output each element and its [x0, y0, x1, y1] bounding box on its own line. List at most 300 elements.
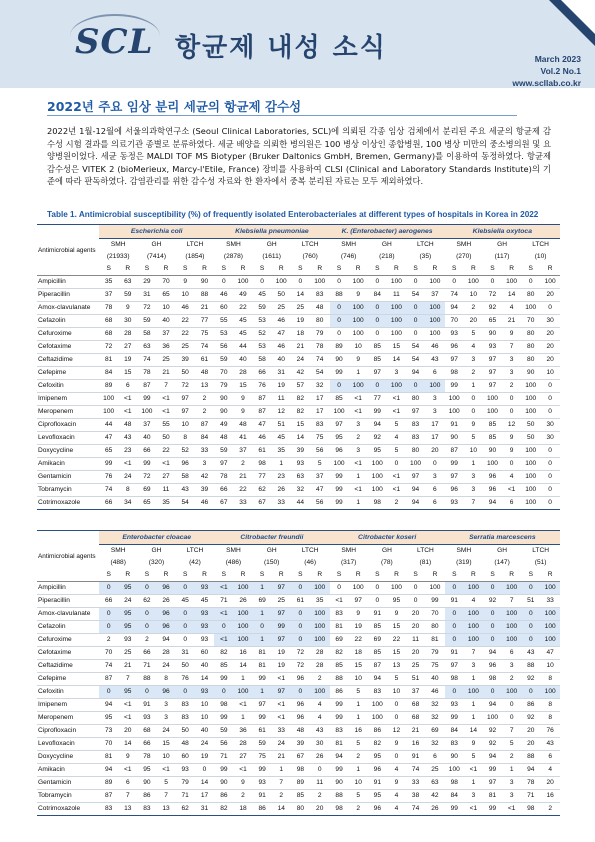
r-header: R: [195, 263, 215, 276]
table-cell: 74: [406, 764, 425, 777]
table-cell: 100: [483, 406, 502, 419]
table-cell: 17: [310, 393, 330, 406]
table-cell: 5: [387, 419, 406, 432]
table-cell: 100: [387, 276, 406, 289]
table-cell: 14: [272, 803, 291, 816]
table-cell: 83: [445, 738, 464, 751]
table-cell: 92: [483, 595, 502, 608]
table-row: [37, 595, 560, 608]
table-cell: 1: [464, 380, 483, 393]
table-cell: 9: [233, 406, 252, 419]
table-cell: 99: [330, 712, 349, 725]
table-cell: 26: [425, 803, 445, 816]
r-header: R: [349, 569, 368, 582]
table-cell: 99: [368, 406, 387, 419]
table-cell: 0: [483, 621, 502, 634]
website-link[interactable]: www.scllab.co.kr: [512, 78, 581, 88]
table-cell: 28: [310, 660, 330, 673]
table-cell: 39: [195, 484, 215, 497]
agent-name: Piperacillin: [37, 289, 99, 302]
table-cell: 86: [137, 790, 156, 803]
table-cell: 0: [214, 276, 233, 289]
table-cell: 4: [464, 595, 483, 608]
table-row: [37, 686, 560, 699]
table-cell: 77: [253, 471, 272, 484]
table-cell: 7: [502, 595, 521, 608]
table-cell: 10: [176, 289, 195, 302]
table-cell: 54: [406, 354, 425, 367]
table-cell: 46: [253, 432, 272, 445]
table-cell: 87: [445, 445, 464, 458]
table-cell: 52: [253, 328, 272, 341]
table-cell: <1: [464, 803, 483, 816]
table-cell: 15: [233, 380, 252, 393]
table-cell: 59: [137, 315, 156, 328]
table-cell: <1: [272, 673, 291, 686]
table-cell: 91: [137, 699, 156, 712]
table-row: [37, 582, 560, 595]
table-cell: 84: [195, 432, 215, 445]
table-cell: 0: [176, 634, 195, 647]
table-cell: 26: [233, 595, 252, 608]
table-cell: 81: [483, 790, 502, 803]
table-cell: 53: [214, 328, 233, 341]
s-header: S: [406, 263, 425, 276]
table-cell: 96: [156, 608, 175, 621]
table-cell: 85: [368, 621, 387, 634]
table-cell: 7: [502, 341, 521, 354]
table-cell: 19: [118, 354, 137, 367]
table-cell: 0: [176, 621, 195, 634]
table-cell: 1: [233, 673, 252, 686]
table-cell: 0: [330, 276, 349, 289]
table-cell: 99: [272, 621, 291, 634]
table-cell: 70: [521, 315, 540, 328]
table-row: [37, 419, 560, 432]
table-cell: 95: [118, 621, 137, 634]
table-cell: 80: [406, 445, 425, 458]
table-cell: 39: [176, 354, 195, 367]
table-cell: <1: [156, 458, 175, 471]
s-header: S: [137, 569, 156, 582]
agent-name: Meropenem: [37, 712, 99, 725]
intro-paragraph: 2022년 1월-12월에 서울의과학연구소 (Seoul Clinical Laboratories, SCL)에 의뢰된 각종 임상 검체에서 분리된 주요 세균의 항균제 감수성 시험 결과를 의료기관 종별로 분류하였다. 세균 배양을 의뢰한 병의원은 100 병상 이상인 종합병원, 100 병상 미만의 중소병의원 및 요양병원이었다. 세균 동정은 MALDI TOF MS Biotyper (Bruker Daltonics GmbH, Bremen, Germany)를 이용하여 동정하였다. 항균제 감수성은 VITEK 2 (bioMerieux, Marcy-l'Etile, France) 장비를 사용하여 CLSI (Clinical and Laboratory Standards Institute)의 기준에 따라 판독하였다. 감염관리를 위한 감수성 자료와 한 환자에서 중복 분리된 자료는 모두 제외하였다.: [47, 126, 551, 186]
table-cell: 40: [195, 660, 215, 673]
table-cell: 90: [195, 276, 215, 289]
isolate-count-row: [37, 557, 560, 569]
table-cell: 0: [99, 582, 118, 595]
r-header: R: [272, 569, 291, 582]
table-cell: 97: [272, 582, 291, 595]
table-cell: 87: [99, 790, 118, 803]
susceptibility-table-2: [37, 530, 560, 816]
table-cell: 46: [176, 302, 195, 315]
table-cell: 2: [310, 790, 330, 803]
table-row: [37, 621, 560, 634]
table-cell: 54: [406, 289, 425, 302]
table-cell: 0: [368, 328, 387, 341]
table-cell: 65: [99, 445, 118, 458]
isolate-count: (46): [304, 559, 317, 566]
table-cell: 80: [521, 328, 540, 341]
organism-header-row: [37, 225, 560, 239]
table-cell: 78: [310, 341, 330, 354]
table-cell: 88: [195, 289, 215, 302]
table-cell: 20: [406, 608, 425, 621]
hospital-type: SMH: [110, 547, 126, 554]
table-cell: 69: [330, 634, 349, 647]
table-cell: 100: [502, 276, 521, 289]
table-cell: 97: [176, 393, 195, 406]
table-cell: 7: [272, 777, 291, 790]
table-cell: 86: [253, 803, 272, 816]
table-cell: 1: [253, 582, 272, 595]
table-cell: 100: [330, 406, 349, 419]
table-cell: 7: [464, 497, 483, 510]
table-cell: 21: [406, 725, 425, 738]
table-cell: 4: [502, 471, 521, 484]
table-cell: <1: [118, 406, 137, 419]
r-header: R: [310, 263, 330, 276]
table-cell: 0: [291, 276, 310, 289]
table-cell: 70: [214, 367, 233, 380]
s-header: S: [368, 263, 387, 276]
table-cell: 88: [137, 673, 156, 686]
table-cell: 33: [272, 725, 291, 738]
table-cell: 6: [118, 380, 137, 393]
table-cell: 97: [483, 777, 502, 790]
table-cell: 100: [310, 621, 330, 634]
isolate-count: (51): [534, 559, 547, 566]
table-cell: 98: [521, 803, 540, 816]
table-cell: 98: [368, 497, 387, 510]
table-cell: 0: [445, 276, 464, 289]
table-cell: 100: [521, 471, 540, 484]
table-cell: 95: [368, 751, 387, 764]
isolate-count: (21933): [106, 253, 130, 260]
table-cell: 53: [253, 341, 272, 354]
table-cell: 25: [291, 302, 310, 315]
table-cell: 100: [99, 406, 118, 419]
isolate-count: (150): [263, 559, 280, 566]
table-cell: 0: [387, 751, 406, 764]
table-cell: 80: [521, 289, 540, 302]
table-cell: 55: [214, 315, 233, 328]
table-cell: 98: [483, 673, 502, 686]
r-header: R: [118, 263, 137, 276]
table-cell: 20: [406, 647, 425, 660]
table-cell: 25: [406, 660, 425, 673]
table-cell: 68: [99, 328, 118, 341]
table-cell: 66: [99, 595, 118, 608]
table-cell: 67: [291, 751, 310, 764]
issue-date: March 2023: [534, 54, 581, 64]
table-cell: 100: [368, 699, 387, 712]
table-cell: 85: [330, 393, 349, 406]
table-cell: 100: [464, 276, 483, 289]
table-cell: 86: [214, 790, 233, 803]
table-cell: 100: [310, 608, 330, 621]
table-cell: 1: [233, 712, 252, 725]
table-cell: 1: [464, 777, 483, 790]
r-header: R: [502, 263, 521, 276]
table-cell: 56: [310, 445, 330, 458]
table-cell: 74: [99, 484, 118, 497]
table-cell: 21: [118, 660, 137, 673]
table-cell: 91: [445, 419, 464, 432]
table-cell: 8: [540, 673, 560, 686]
table-cell: 28: [118, 328, 137, 341]
agent-name: Cefazolin: [37, 315, 99, 328]
table-cell: 27: [233, 751, 252, 764]
table-cell: 0: [176, 582, 195, 595]
table-cell: 0: [330, 582, 349, 595]
table-cell: 83: [330, 608, 349, 621]
table-cell: 3: [349, 445, 368, 458]
table-cell: 2: [195, 406, 215, 419]
table-cell: 100: [464, 686, 483, 699]
table-cell: 93: [445, 699, 464, 712]
table-cell: 0: [99, 686, 118, 699]
s-header: S: [483, 263, 502, 276]
table-cell: 0: [540, 302, 560, 315]
agent-name: Doxycycline: [37, 445, 99, 458]
table-cell: 1: [349, 712, 368, 725]
table-cell: 11: [272, 393, 291, 406]
table-cell: 9: [349, 354, 368, 367]
table-cell: 46: [272, 341, 291, 354]
table-cell: 0: [540, 380, 560, 393]
table-cell: 35: [272, 445, 291, 458]
table-cell: <1: [118, 764, 137, 777]
table-cell: 0: [137, 582, 156, 595]
table-cell: 4: [387, 764, 406, 777]
agent-name: Amikacin: [37, 764, 99, 777]
table-cell: 94: [521, 764, 540, 777]
isolate-count: (746): [340, 253, 357, 260]
table-cell: 96: [291, 712, 310, 725]
table-cell: 14: [118, 738, 137, 751]
table-cell: 37: [310, 471, 330, 484]
table-cell: 90: [214, 406, 233, 419]
s-header: S: [521, 263, 540, 276]
table-cell: 80: [406, 393, 425, 406]
table-cell: 2: [502, 380, 521, 393]
table-cell: 10: [540, 367, 560, 380]
table-cell: 100: [310, 634, 330, 647]
table-cell: 90: [214, 393, 233, 406]
table-cell: 59: [214, 445, 233, 458]
header-corner-fold: [561, 0, 595, 34]
table-cell: 0: [521, 582, 540, 595]
table-cell: 40: [425, 673, 445, 686]
r-header: R: [387, 263, 406, 276]
table-cell: 96: [291, 699, 310, 712]
s-header: S: [253, 569, 272, 582]
table-cell: 100: [521, 484, 540, 497]
table-row: [37, 432, 560, 445]
table-cell: 11: [156, 484, 175, 497]
table-row: [37, 393, 560, 406]
table-cell: 15: [156, 738, 175, 751]
table-cell: 50: [176, 367, 195, 380]
table-cell: 100: [99, 393, 118, 406]
table-cell: 83: [330, 725, 349, 738]
agent-name: Cotrimoxazole: [37, 803, 99, 816]
table-cell: 4: [502, 302, 521, 315]
table-cell: 0: [483, 686, 502, 699]
table-cell: 79: [310, 328, 330, 341]
table-cell: 97: [272, 686, 291, 699]
table-cell: 5: [349, 790, 368, 803]
table-cell: 100: [310, 686, 330, 699]
organism-header-row: [37, 531, 560, 545]
table-cell: <1: [272, 699, 291, 712]
table-cell: 70: [445, 315, 464, 328]
table-cell: 42: [195, 471, 215, 484]
isolate-count: (760): [302, 253, 318, 260]
table-cell: 43: [540, 738, 560, 751]
table-cell: 26: [272, 484, 291, 497]
table-cell: 46: [214, 289, 233, 302]
table-cell: 3: [502, 367, 521, 380]
table-cell: 22: [349, 634, 368, 647]
table-cell: 61: [195, 354, 215, 367]
table-cell: 91: [445, 647, 464, 660]
table-cell: 96: [368, 764, 387, 777]
table-cell: <1: [214, 634, 233, 647]
table-cell: 30: [540, 315, 560, 328]
table-cell: 5: [387, 445, 406, 458]
table-cell: 90: [445, 751, 464, 764]
table-cell: 1: [349, 367, 368, 380]
table-cell: 1: [253, 608, 272, 621]
table-cell: 5: [502, 738, 521, 751]
table-cell: 4: [387, 432, 406, 445]
table-cell: 84: [445, 790, 464, 803]
isolate-count: (10): [534, 253, 547, 260]
table-cell: 10: [195, 712, 215, 725]
table-cell: 0: [406, 302, 425, 315]
table-cell: 93: [195, 621, 215, 634]
table-cell: 98: [214, 699, 233, 712]
table-cell: 84: [445, 725, 464, 738]
table-cell: 94: [99, 764, 118, 777]
hospital-type: GH: [497, 241, 507, 248]
table-cell: 76: [540, 725, 560, 738]
table-cell: 74: [445, 289, 464, 302]
isolate-count: (2878): [223, 253, 243, 260]
table-cell: 0: [540, 393, 560, 406]
table-cell: 3: [195, 458, 215, 471]
hospital-type: SMH: [341, 241, 356, 248]
table-cell: 34: [118, 497, 137, 510]
table-cell: 0: [502, 406, 521, 419]
table-cell: 83: [368, 686, 387, 699]
table-cell: 19: [272, 660, 291, 673]
table-cell: 50: [521, 419, 540, 432]
table-cell: 0: [176, 608, 195, 621]
table-cell: 96: [445, 341, 464, 354]
table-cell: 57: [291, 380, 310, 393]
table-cell: 90: [445, 432, 464, 445]
table-cell: 99: [483, 764, 502, 777]
table-cell: 7: [156, 380, 175, 393]
table-cell: 97: [253, 699, 272, 712]
table-cell: 31: [137, 289, 156, 302]
table-cell: <1: [387, 471, 406, 484]
table-cell: 3: [156, 712, 175, 725]
table-cell: 0: [445, 582, 464, 595]
table-cell: 66: [99, 497, 118, 510]
table-cell: 12: [502, 419, 521, 432]
table-cell: 1: [349, 764, 368, 777]
table-cell: 0: [195, 764, 215, 777]
table-cell: 50: [176, 660, 195, 673]
table-cell: 77: [195, 315, 215, 328]
table-cell: 8: [176, 432, 195, 445]
table-cell: 0: [368, 582, 387, 595]
table-cell: 2: [387, 497, 406, 510]
table-row: [37, 302, 560, 315]
table-cell: 99: [253, 764, 272, 777]
table-cell: 67: [214, 497, 233, 510]
table-cell: 77: [368, 393, 387, 406]
table-cell: 71: [521, 790, 540, 803]
table-cell: 99: [425, 595, 445, 608]
table-cell: 99: [330, 471, 349, 484]
table-cell: 78: [99, 302, 118, 315]
table-cell: 100: [483, 393, 502, 406]
table-cell: 21: [195, 302, 215, 315]
table-cell: 100: [445, 393, 464, 406]
s-header: S: [214, 263, 233, 276]
table-cell: 100: [137, 406, 156, 419]
table-cell: 0: [368, 315, 387, 328]
table-cell: 0: [368, 380, 387, 393]
table-cell: 97: [330, 419, 349, 432]
table-cell: 81: [425, 634, 445, 647]
table-cell: 0: [330, 380, 349, 393]
table-cell: 20: [540, 341, 560, 354]
table-cell: 20: [310, 803, 330, 816]
table-cell: 2: [464, 367, 483, 380]
table-cell: <1: [464, 764, 483, 777]
table-cell: 83: [176, 712, 195, 725]
table-cell: 69: [425, 725, 445, 738]
table-cell: 88: [521, 660, 540, 673]
isolate-count: (78): [381, 559, 393, 566]
agent-name: Ampicillin: [37, 582, 99, 595]
table-cell: <1: [118, 393, 137, 406]
agent-name: Imipenem: [37, 393, 99, 406]
s-header: S: [406, 569, 425, 582]
table-cell: 60: [195, 647, 215, 660]
table-cell: 1: [464, 458, 483, 471]
table-cell: 0: [406, 276, 425, 289]
table-cell: 55: [156, 419, 175, 432]
table-cell: 17: [310, 406, 330, 419]
table-cell: 93: [195, 686, 215, 699]
table-cell: 96: [445, 484, 464, 497]
sr-header-row: [37, 569, 560, 582]
table-cell: 100: [349, 276, 368, 289]
table-cell: 54: [310, 367, 330, 380]
table-cell: 94: [406, 367, 425, 380]
isolate-count: (1854): [185, 253, 205, 260]
table-cell: 100: [349, 302, 368, 315]
table-cell: 99: [214, 764, 233, 777]
